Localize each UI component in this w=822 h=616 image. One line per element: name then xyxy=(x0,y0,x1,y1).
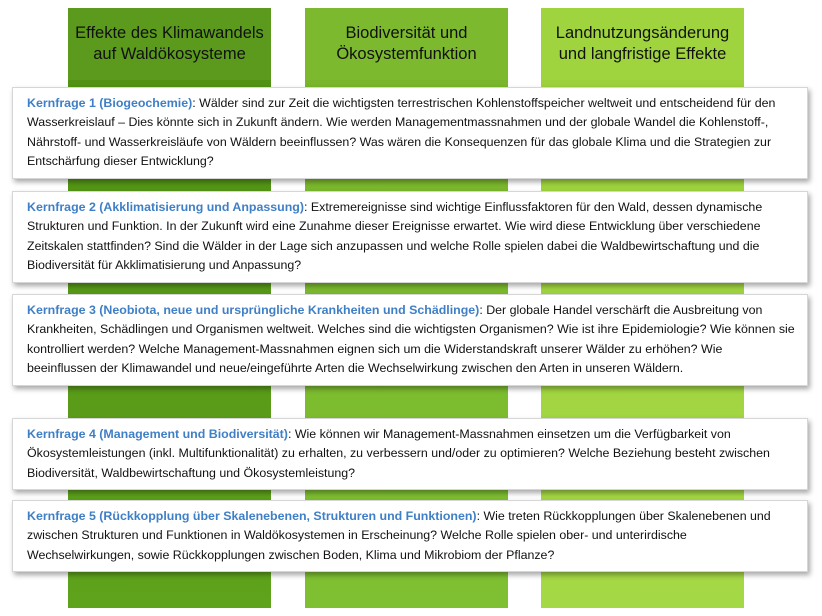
kernfrage-label: Kernfrage 4 (Management und Biodiversität) xyxy=(27,427,288,441)
kernfrage-text: : Wie treten Rückkopplungen über Skalenebenen und zwischen Strukturen und Funktionen in Waldökosystemen in Erscheinung? Welche Rolle spielen ober- und unterirdische Wechselwirkungen, sowie Rückkopplungen zwischen Boden, Klima und Mikrobiom der Pflanze? xyxy=(27,509,771,562)
kernfrage-text: : Wälder sind zur Zeit die wichtigsten terrestrischen Kohlenstoffspeicher weltweit und entscheidend für den Wasserkreislauf – Dies könnte sich in Zukunft ändern. Wie werden Managementmassnahmen und der globale Wandel die Kohlenstoff-, Nährstoff- und Wasserkreisläufe von Wäldern beeinflussen? Was wären die Konsequenzen für das globale Klima und die Strategien zur Entschärfung dieser Entwicklung? xyxy=(27,96,776,169)
kernfrage-card-1 xyxy=(12,87,808,179)
kernfrage-text: : Extremereignisse sind wichtige Einflussfaktoren für den Wald, dessen dynamische Strukturen und Funktion. In der Zukunft wird eine Zunahme dieser Ereignisse erwartet. Wie wird diese Entwicklung über verschiedene Zeitskalen stattfinden? Sind die Wälder in der Lage sich anzupassen und welche Rolle spielen dabei die Waldbewirtschaftung und die Biodiversität für Akklimatisierung und Anpassung? xyxy=(27,200,763,273)
kernfrage-label: Kernfrage 5 (Rückkopplung über Skalenebenen, Strukturen und Funktionen) xyxy=(27,509,477,523)
kernfrage-label: Kernfrage 3 (Neobiota, neue und ursprüngliche Krankheiten und Schädlinge) xyxy=(27,303,480,317)
kernfrage-text: : Der globale Handel verschärft die Ausbreitung von Krankheiten, Schädlingen und Organismen weltweit. Welches sind die wichtigsten Organismen? Wie ist ihre Epidemiologie? Wie können sie kontrolliert werden? Welche Management-Massnahmen eignen sich um die Widerstandskraft unserer Wälder zu erhöhen? Wie beeinflussen der Klimawandel und neue/eingeführte Arten die Wechselwirkung zwischen den Arten in unseren Wäldern. xyxy=(27,303,795,376)
column-title: Effekte des Klimawandels auf Waldökosysteme xyxy=(68,8,271,80)
kernfrage-card-5 xyxy=(12,500,808,572)
kernfrage-text: : Wie können wir Management-Massnahmen einsetzen um die Verfügbarkeit von Ökosystemleistungen (inkl. Multifunktionalität) zu erhalten, zu verbessern und/oder zu optimieren? Welche Beziehung besteht zwischen Biodiversität, Waldbewirtschaftung und Ökosystemleistung? xyxy=(27,427,770,480)
kernfrage-card-4 xyxy=(12,418,808,490)
column-title: Biodiversität und Ökosystemfunktion xyxy=(305,8,508,80)
kernfrage-card-3 xyxy=(12,294,808,386)
kernfrage-label: Kernfrage 2 (Akklimatisierung und Anpassung) xyxy=(27,200,304,214)
column-title: Landnutzungsänderung und langfristige Effekte xyxy=(541,8,744,80)
kernfrage-label: Kernfrage 1 (Biogeochemie) xyxy=(27,96,193,110)
kernfrage-card-2 xyxy=(12,191,808,283)
